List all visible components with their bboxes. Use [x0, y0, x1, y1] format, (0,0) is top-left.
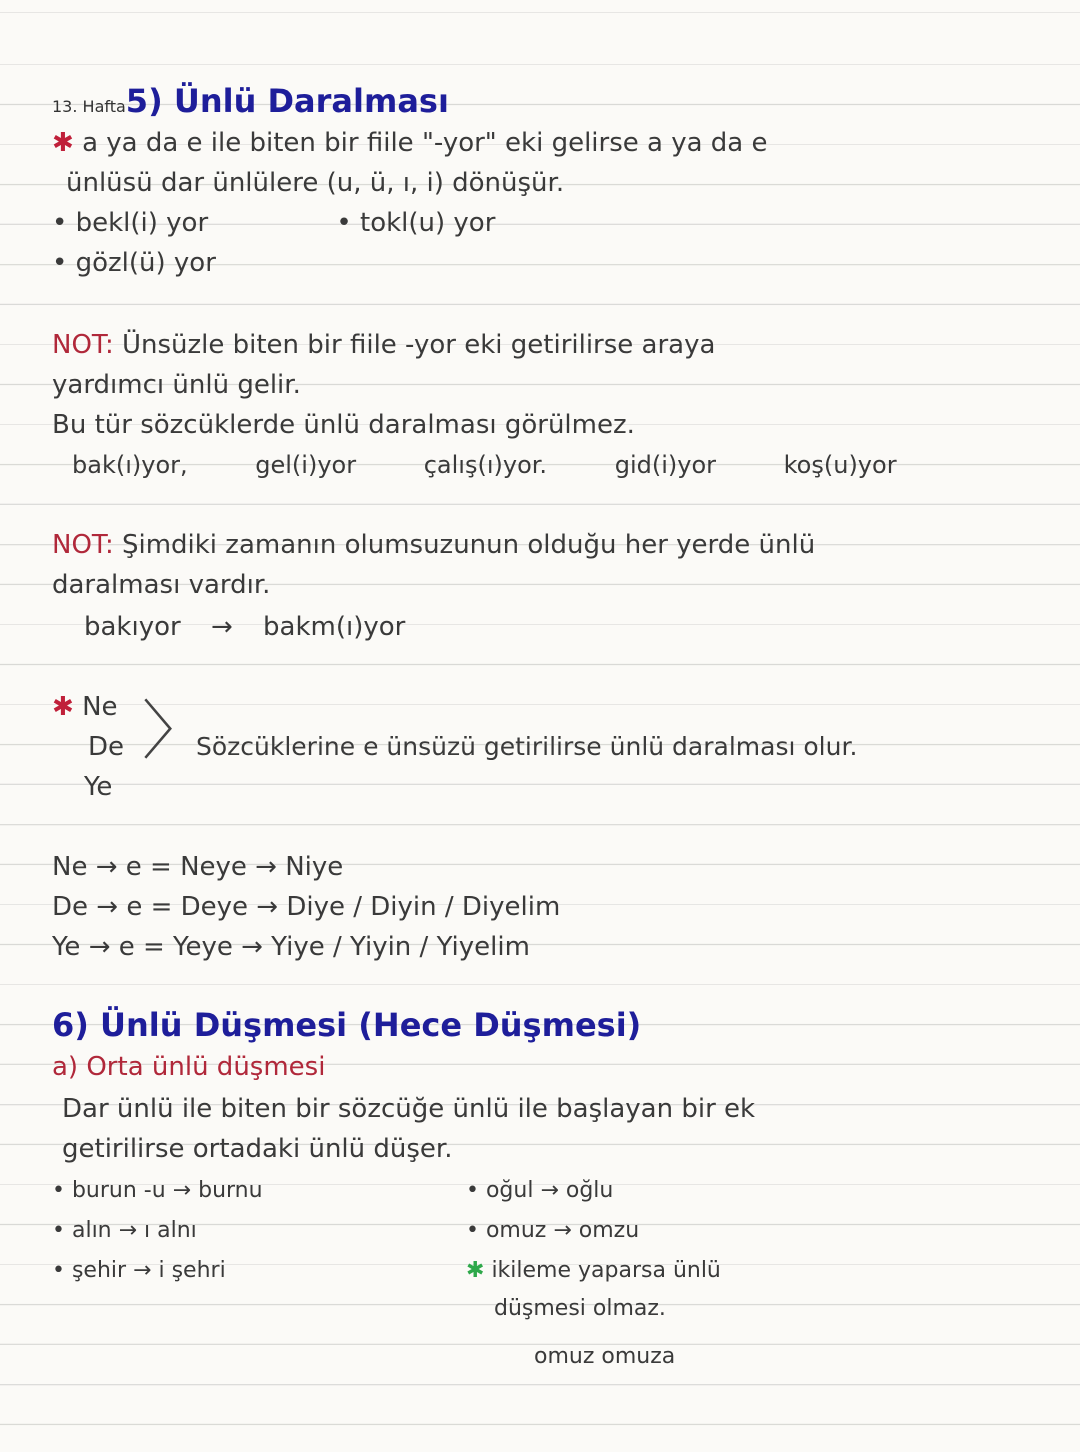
note-1-text: Ünsüzle biten bir fiile -yor eki getirilirse araya	[121, 330, 716, 360]
example-omuz: • omuz → omzu	[466, 1218, 640, 1243]
ne-example-2: De → e = Deye → Diye / Diyin / Diyelim	[52, 892, 561, 922]
ikileme-note-line-1	[466, 1256, 721, 1286]
example-toklyor: • tokl(u) yor	[336, 208, 496, 238]
example-ogul: • oğul → oğlu	[466, 1178, 614, 1203]
ikileme-note-text: ikileme yaparsa ünlü	[491, 1258, 721, 1283]
example-bakmiyor-negative: bakm(ı)yor	[263, 612, 406, 642]
section-6-rule-line-2: getirilirse ortadaki ünlü düşer.	[62, 1134, 453, 1164]
note-2-text: Şimdiki zamanın olumsuzunun olduğu her yerde ünlü	[121, 530, 816, 560]
rule-line-2: ünlüsü dar ünlülere (u, ü, ı, i) dönüşür.	[66, 168, 565, 198]
example-calisiyor: çalış(ı)yor.	[423, 451, 548, 479]
ikileme-note-line-2: düşmesi olmaz.	[494, 1296, 666, 1321]
note-1-label: NOT:	[52, 330, 114, 360]
note-1-line-1	[52, 330, 715, 360]
ne-example-3: Ye → e = Yeye → Yiye / Yiyin / Yiyelim	[52, 932, 530, 962]
ikileme-example: omuz omuza	[534, 1344, 676, 1369]
section-6-title: 6) Ünlü Düşmesi (Hece Düşmesi)	[52, 1006, 642, 1044]
example-line-1	[52, 208, 495, 238]
section-5-title: 5) Ünlü Daralması	[125, 82, 449, 120]
rule-line-1	[52, 128, 768, 158]
example-gidiyor: gid(i)yor	[614, 451, 716, 479]
note-2-label: NOT:	[52, 530, 114, 560]
note-2-line-1	[52, 530, 815, 560]
word-ye: Ye	[84, 772, 113, 802]
example-bakiyor-positive: bakıyor	[84, 612, 181, 642]
rule-line-1-text: a ya da e ile biten bir fiile "-yor" eki gelirse a ya da e	[82, 128, 768, 158]
red-star-icon: ✱	[52, 128, 74, 158]
arrow-icon: →	[210, 612, 233, 642]
week-label: 13. Hafta	[52, 97, 126, 116]
example-alin: • alın → ı alnı	[52, 1218, 197, 1243]
example-burun: • burun -u → burnu	[52, 1178, 263, 1203]
example-beklyor: • bekl(i) yor	[52, 208, 209, 238]
section-5-header	[52, 84, 449, 124]
note-2-line-2: daralması vardır.	[52, 570, 271, 600]
example-bakiyor: bak(ı)yor,	[72, 451, 188, 479]
section-6-rule-line-1: Dar ünlü ile biten bir sözcüğe ünlü ile başlayan bir ek	[62, 1094, 756, 1124]
note-1-line-2: yardımcı ünlü gelir.	[52, 370, 301, 400]
example-kosuyor: koş(u)yor	[783, 451, 897, 479]
example-gozlyor: • gözl(ü) yor	[52, 248, 216, 278]
brace-chevron-icon: 〉	[142, 695, 206, 769]
word-ne: Ne	[82, 692, 118, 722]
section-6-subtitle: a) Orta ünlü düşmesi	[52, 1052, 326, 1082]
note-1-line-3: Bu tür sözcüklerde ünlü daralması görülmez.	[52, 410, 635, 440]
example-geliyor: gel(i)yor	[255, 451, 357, 479]
note-1-examples	[72, 450, 897, 480]
red-star-icon-2: ✱	[52, 692, 74, 722]
example-sehir: • şehir → i şehri	[52, 1258, 226, 1283]
ne-example-1: Ne → e = Neye → Niye	[52, 852, 344, 882]
ne-rule-text: Sözcüklerine e ünsüzü getirilirse ünlü daralması olur.	[196, 732, 858, 761]
ne-word-line	[52, 692, 118, 722]
green-star-icon: ✱	[466, 1258, 485, 1283]
note-2-example	[84, 612, 405, 642]
word-de: De	[88, 732, 125, 762]
